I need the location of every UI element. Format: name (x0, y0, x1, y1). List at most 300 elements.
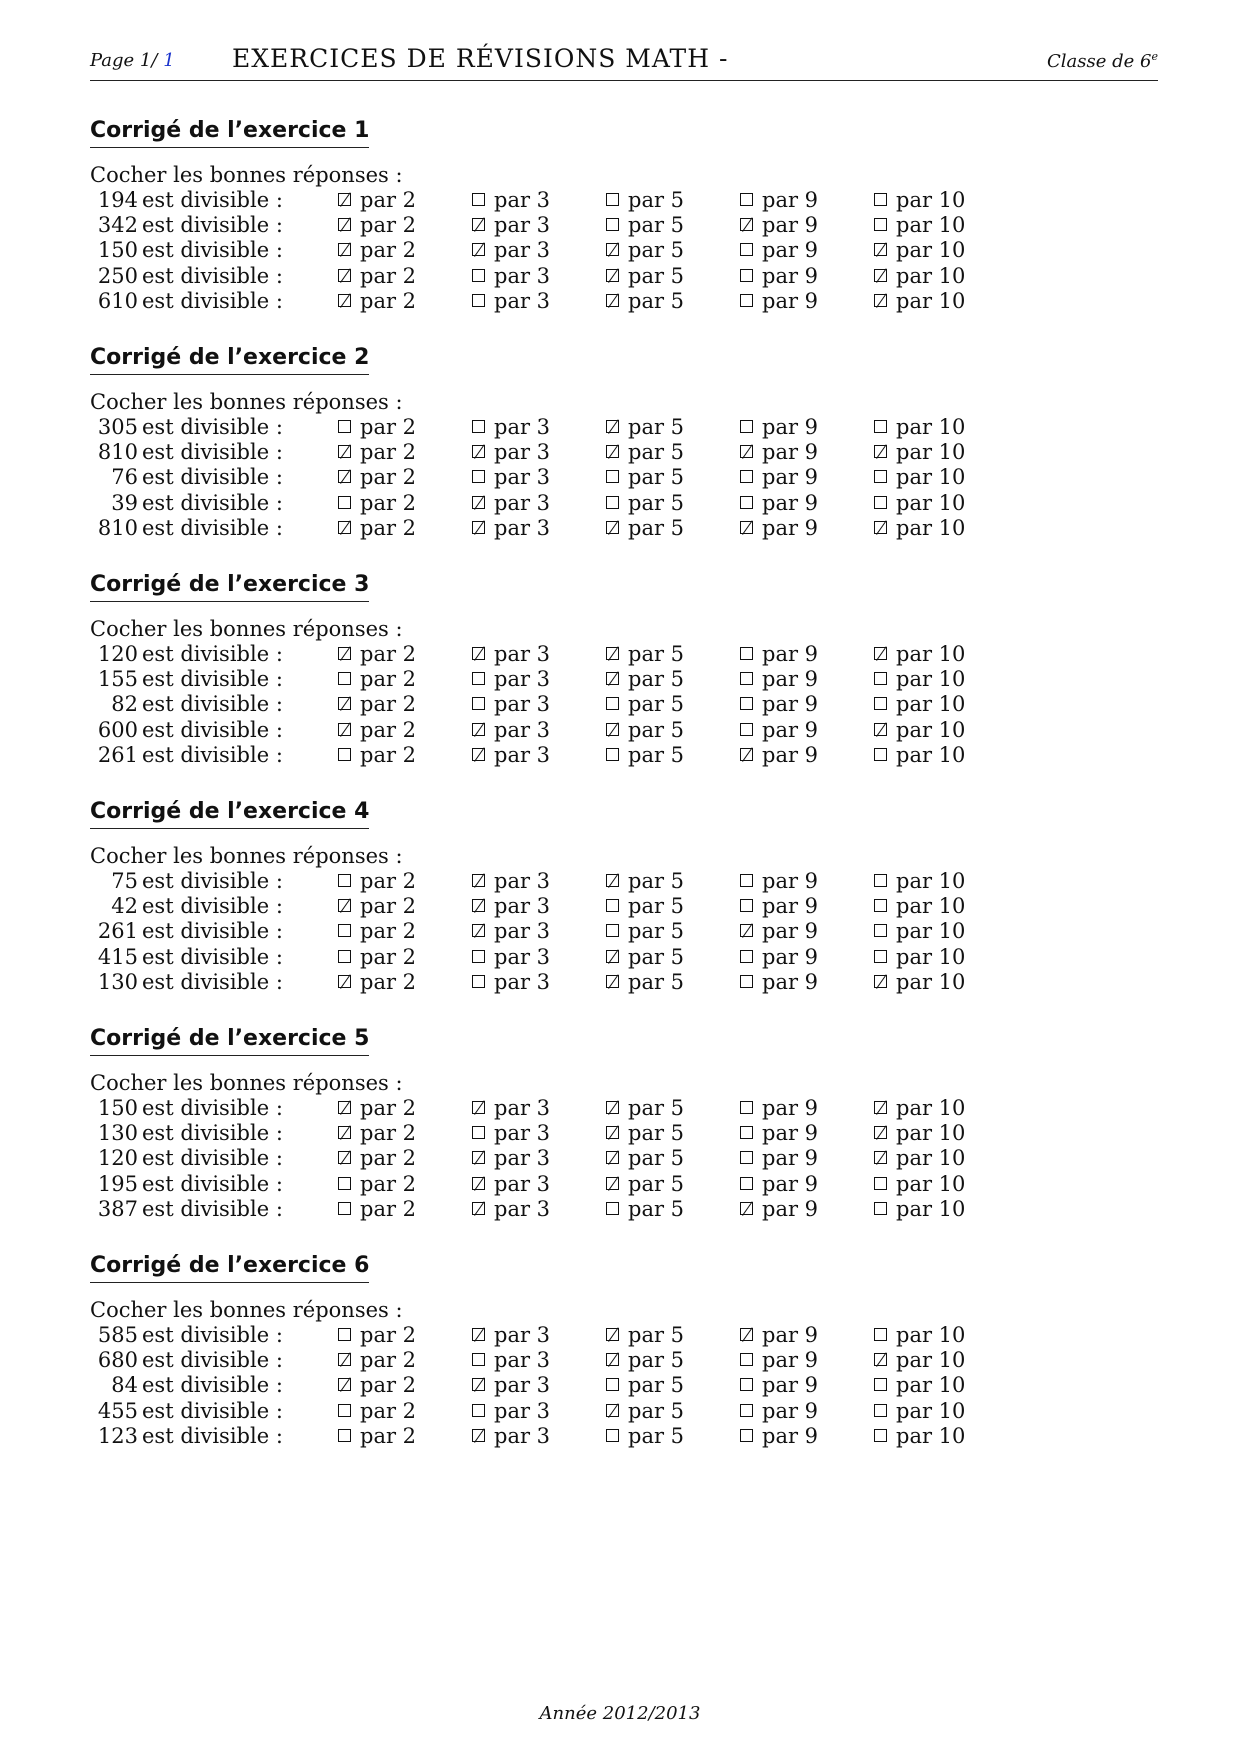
checked-checkbox[interactable] (740, 521, 753, 534)
unchecked-checkbox[interactable] (740, 1378, 753, 1391)
unchecked-checkbox[interactable] (874, 697, 887, 710)
divisibility-option[interactable] (472, 465, 550, 489)
checked-checkbox[interactable] (874, 1151, 887, 1164)
checked-checkbox[interactable] (472, 445, 485, 458)
divisibility-option[interactable] (338, 1348, 416, 1372)
checked-checkbox[interactable] (338, 1353, 351, 1366)
unchecked-checkbox[interactable] (606, 924, 619, 937)
divisibility-option[interactable] (740, 516, 818, 540)
divisibility-option[interactable] (472, 1172, 550, 1196)
divisibility-option[interactable] (740, 743, 818, 767)
checked-checkbox[interactable] (338, 294, 351, 307)
divisibility-option[interactable] (874, 1399, 965, 1423)
divisibility-option[interactable] (606, 642, 684, 666)
divisibility-option[interactable] (606, 188, 684, 212)
unchecked-checkbox[interactable] (874, 950, 887, 963)
checked-checkbox[interactable] (338, 975, 351, 988)
unchecked-checkbox[interactable] (874, 420, 887, 433)
divisibility-option[interactable] (874, 1348, 965, 1372)
unchecked-checkbox[interactable] (472, 975, 485, 988)
checked-checkbox[interactable] (472, 1177, 485, 1190)
checked-checkbox[interactable] (472, 1202, 485, 1215)
checked-checkbox[interactable] (472, 1328, 485, 1341)
divisibility-option[interactable] (338, 289, 416, 313)
divisibility-option[interactable] (338, 869, 416, 893)
divisibility-option[interactable] (874, 1096, 965, 1120)
divisibility-option[interactable] (740, 415, 818, 439)
divisibility-option[interactable] (874, 264, 965, 288)
unchecked-checkbox[interactable] (874, 924, 887, 937)
unchecked-checkbox[interactable] (874, 874, 887, 887)
divisibility-option[interactable] (472, 919, 550, 943)
divisibility-option[interactable] (874, 213, 965, 237)
divisibility-option[interactable] (740, 642, 818, 666)
unchecked-checkbox[interactable] (338, 1404, 351, 1417)
divisibility-option[interactable] (338, 642, 416, 666)
checked-checkbox[interactable] (606, 874, 619, 887)
checked-checkbox[interactable] (606, 1328, 619, 1341)
divisibility-option[interactable] (338, 238, 416, 262)
unchecked-checkbox[interactable] (740, 697, 753, 710)
unchecked-checkbox[interactable] (740, 1126, 753, 1139)
unchecked-checkbox[interactable] (740, 950, 753, 963)
divisibility-option[interactable] (874, 289, 965, 313)
divisibility-option[interactable] (606, 970, 684, 994)
divisibility-option[interactable] (874, 1323, 965, 1347)
divisibility-option[interactable] (740, 1172, 818, 1196)
divisibility-option[interactable] (874, 1424, 965, 1448)
divisibility-option[interactable] (338, 1424, 416, 1448)
divisibility-option[interactable] (338, 970, 416, 994)
checked-checkbox[interactable] (472, 1378, 485, 1391)
unchecked-checkbox[interactable] (740, 975, 753, 988)
checked-checkbox[interactable] (472, 748, 485, 761)
checked-checkbox[interactable] (606, 647, 619, 660)
checked-checkbox[interactable] (606, 723, 619, 736)
unchecked-checkbox[interactable] (740, 899, 753, 912)
divisibility-option[interactable] (338, 440, 416, 464)
checked-checkbox[interactable] (338, 899, 351, 912)
checked-checkbox[interactable] (472, 723, 485, 736)
divisibility-option[interactable] (740, 869, 818, 893)
checked-checkbox[interactable] (338, 647, 351, 660)
checked-checkbox[interactable] (740, 1202, 753, 1215)
divisibility-option[interactable] (606, 743, 684, 767)
checked-checkbox[interactable] (472, 218, 485, 231)
unchecked-checkbox[interactable] (740, 723, 753, 736)
divisibility-option[interactable] (472, 188, 550, 212)
unchecked-checkbox[interactable] (338, 1202, 351, 1215)
unchecked-checkbox[interactable] (606, 218, 619, 231)
divisibility-option[interactable] (740, 465, 818, 489)
divisibility-option[interactable] (874, 1197, 965, 1221)
checked-checkbox[interactable] (472, 243, 485, 256)
checked-checkbox[interactable] (606, 1353, 619, 1366)
divisibility-option[interactable] (472, 642, 550, 666)
divisibility-option[interactable] (338, 1399, 416, 1423)
checked-checkbox[interactable] (338, 1151, 351, 1164)
divisibility-option[interactable] (606, 465, 684, 489)
unchecked-checkbox[interactable] (874, 1404, 887, 1417)
unchecked-checkbox[interactable] (874, 1202, 887, 1215)
divisibility-option[interactable] (740, 213, 818, 237)
divisibility-option[interactable] (606, 919, 684, 943)
divisibility-option[interactable] (606, 718, 684, 742)
checked-checkbox[interactable] (472, 1101, 485, 1114)
divisibility-option[interactable] (338, 516, 416, 540)
divisibility-option[interactable] (740, 1121, 818, 1145)
unchecked-checkbox[interactable] (874, 1328, 887, 1341)
checked-checkbox[interactable] (874, 269, 887, 282)
unchecked-checkbox[interactable] (874, 1177, 887, 1190)
checked-checkbox[interactable] (338, 193, 351, 206)
divisibility-option[interactable] (338, 894, 416, 918)
divisibility-option[interactable] (472, 415, 550, 439)
unchecked-checkbox[interactable] (874, 218, 887, 231)
divisibility-option[interactable] (338, 188, 416, 212)
divisibility-option[interactable] (874, 1121, 965, 1145)
checked-checkbox[interactable] (338, 521, 351, 534)
divisibility-option[interactable] (472, 1096, 550, 1120)
divisibility-option[interactable] (472, 692, 550, 716)
divisibility-option[interactable] (874, 188, 965, 212)
divisibility-option[interactable] (606, 945, 684, 969)
divisibility-option[interactable] (874, 415, 965, 439)
divisibility-option[interactable] (606, 1121, 684, 1145)
checked-checkbox[interactable] (606, 445, 619, 458)
unchecked-checkbox[interactable] (472, 193, 485, 206)
checked-checkbox[interactable] (338, 1126, 351, 1139)
unchecked-checkbox[interactable] (338, 924, 351, 937)
unchecked-checkbox[interactable] (338, 672, 351, 685)
checked-checkbox[interactable] (606, 294, 619, 307)
checked-checkbox[interactable] (338, 723, 351, 736)
checked-checkbox[interactable] (606, 1126, 619, 1139)
unchecked-checkbox[interactable] (338, 496, 351, 509)
divisibility-option[interactable] (472, 516, 550, 540)
divisibility-option[interactable] (874, 718, 965, 742)
checked-checkbox[interactable] (606, 1151, 619, 1164)
divisibility-option[interactable] (740, 238, 818, 262)
divisibility-option[interactable] (472, 667, 550, 691)
unchecked-checkbox[interactable] (740, 420, 753, 433)
divisibility-option[interactable] (338, 1197, 416, 1221)
checked-checkbox[interactable] (606, 420, 619, 433)
divisibility-option[interactable] (606, 1373, 684, 1397)
divisibility-option[interactable] (740, 718, 818, 742)
divisibility-option[interactable] (338, 1121, 416, 1145)
unchecked-checkbox[interactable] (338, 1177, 351, 1190)
checked-checkbox[interactable] (740, 445, 753, 458)
checked-checkbox[interactable] (740, 1328, 753, 1341)
divisibility-option[interactable] (472, 718, 550, 742)
checked-checkbox[interactable] (338, 269, 351, 282)
unchecked-checkbox[interactable] (740, 672, 753, 685)
unchecked-checkbox[interactable] (874, 470, 887, 483)
divisibility-option[interactable] (740, 919, 818, 943)
unchecked-checkbox[interactable] (338, 950, 351, 963)
unchecked-checkbox[interactable] (606, 1429, 619, 1442)
unchecked-checkbox[interactable] (338, 874, 351, 887)
unchecked-checkbox[interactable] (472, 1353, 485, 1366)
divisibility-option[interactable] (606, 869, 684, 893)
unchecked-checkbox[interactable] (874, 672, 887, 685)
divisibility-option[interactable] (472, 1424, 550, 1448)
divisibility-option[interactable] (740, 1348, 818, 1372)
divisibility-option[interactable] (606, 1197, 684, 1221)
divisibility-option[interactable] (472, 869, 550, 893)
divisibility-option[interactable] (606, 1323, 684, 1347)
checked-checkbox[interactable] (472, 496, 485, 509)
divisibility-option[interactable] (874, 1373, 965, 1397)
unchecked-checkbox[interactable] (472, 697, 485, 710)
divisibility-option[interactable] (874, 440, 965, 464)
divisibility-option[interactable] (606, 289, 684, 313)
checked-checkbox[interactable] (338, 445, 351, 458)
divisibility-option[interactable] (740, 289, 818, 313)
divisibility-option[interactable] (874, 869, 965, 893)
checked-checkbox[interactable] (874, 294, 887, 307)
checked-checkbox[interactable] (740, 924, 753, 937)
divisibility-option[interactable] (740, 1424, 818, 1448)
divisibility-option[interactable] (740, 188, 818, 212)
divisibility-option[interactable] (740, 1096, 818, 1120)
divisibility-option[interactable] (338, 945, 416, 969)
checked-checkbox[interactable] (874, 445, 887, 458)
unchecked-checkbox[interactable] (740, 1177, 753, 1190)
unchecked-checkbox[interactable] (472, 420, 485, 433)
unchecked-checkbox[interactable] (740, 193, 753, 206)
checked-checkbox[interactable] (472, 1151, 485, 1164)
divisibility-option[interactable] (338, 692, 416, 716)
divisibility-option[interactable] (740, 894, 818, 918)
divisibility-option[interactable] (606, 692, 684, 716)
divisibility-option[interactable] (874, 491, 965, 515)
unchecked-checkbox[interactable] (606, 193, 619, 206)
unchecked-checkbox[interactable] (740, 243, 753, 256)
unchecked-checkbox[interactable] (606, 1378, 619, 1391)
divisibility-option[interactable] (472, 1146, 550, 1170)
divisibility-option[interactable] (472, 238, 550, 262)
checked-checkbox[interactable] (338, 697, 351, 710)
divisibility-option[interactable] (874, 692, 965, 716)
divisibility-option[interactable] (606, 667, 684, 691)
divisibility-option[interactable] (606, 238, 684, 262)
checked-checkbox[interactable] (472, 1429, 485, 1442)
unchecked-checkbox[interactable] (740, 1353, 753, 1366)
divisibility-option[interactable] (338, 491, 416, 515)
divisibility-option[interactable] (338, 667, 416, 691)
unchecked-checkbox[interactable] (606, 496, 619, 509)
checked-checkbox[interactable] (338, 470, 351, 483)
checked-checkbox[interactable] (472, 647, 485, 660)
divisibility-option[interactable] (874, 642, 965, 666)
divisibility-option[interactable] (606, 516, 684, 540)
divisibility-option[interactable] (874, 919, 965, 943)
unchecked-checkbox[interactable] (338, 1328, 351, 1341)
divisibility-option[interactable] (740, 1373, 818, 1397)
divisibility-option[interactable] (606, 1348, 684, 1372)
checked-checkbox[interactable] (874, 1101, 887, 1114)
divisibility-option[interactable] (472, 491, 550, 515)
divisibility-option[interactable] (338, 1172, 416, 1196)
divisibility-option[interactable] (606, 1172, 684, 1196)
checked-checkbox[interactable] (874, 1353, 887, 1366)
divisibility-option[interactable] (874, 970, 965, 994)
divisibility-option[interactable] (472, 1348, 550, 1372)
unchecked-checkbox[interactable] (874, 193, 887, 206)
divisibility-option[interactable] (606, 415, 684, 439)
divisibility-option[interactable] (472, 440, 550, 464)
unchecked-checkbox[interactable] (338, 420, 351, 433)
divisibility-option[interactable] (740, 945, 818, 969)
divisibility-option[interactable] (740, 692, 818, 716)
divisibility-option[interactable] (472, 1323, 550, 1347)
unchecked-checkbox[interactable] (740, 647, 753, 660)
divisibility-option[interactable] (606, 1424, 684, 1448)
divisibility-option[interactable] (338, 415, 416, 439)
divisibility-option[interactable] (874, 516, 965, 540)
divisibility-option[interactable] (338, 1373, 416, 1397)
divisibility-option[interactable] (606, 1146, 684, 1170)
unchecked-checkbox[interactable] (338, 748, 351, 761)
divisibility-option[interactable] (338, 465, 416, 489)
divisibility-option[interactable] (740, 667, 818, 691)
page-total-link[interactable]: 1 (163, 50, 175, 71)
checked-checkbox[interactable] (338, 1101, 351, 1114)
unchecked-checkbox[interactable] (740, 269, 753, 282)
unchecked-checkbox[interactable] (606, 697, 619, 710)
divisibility-option[interactable] (472, 1373, 550, 1397)
divisibility-option[interactable] (338, 718, 416, 742)
divisibility-option[interactable] (740, 1197, 818, 1221)
checked-checkbox[interactable] (874, 975, 887, 988)
divisibility-option[interactable] (606, 213, 684, 237)
divisibility-option[interactable] (740, 440, 818, 464)
unchecked-checkbox[interactable] (874, 1378, 887, 1391)
divisibility-option[interactable] (338, 743, 416, 767)
divisibility-option[interactable] (606, 1399, 684, 1423)
divisibility-option[interactable] (472, 945, 550, 969)
divisibility-option[interactable] (472, 213, 550, 237)
checked-checkbox[interactable] (472, 924, 485, 937)
divisibility-option[interactable] (472, 970, 550, 994)
checked-checkbox[interactable] (874, 723, 887, 736)
divisibility-option[interactable] (472, 894, 550, 918)
checked-checkbox[interactable] (472, 874, 485, 887)
unchecked-checkbox[interactable] (740, 470, 753, 483)
divisibility-option[interactable] (874, 894, 965, 918)
divisibility-option[interactable] (338, 264, 416, 288)
divisibility-option[interactable] (472, 1399, 550, 1423)
checked-checkbox[interactable] (606, 950, 619, 963)
divisibility-option[interactable] (874, 465, 965, 489)
divisibility-option[interactable] (740, 970, 818, 994)
unchecked-checkbox[interactable] (740, 1404, 753, 1417)
unchecked-checkbox[interactable] (740, 1101, 753, 1114)
unchecked-checkbox[interactable] (472, 294, 485, 307)
unchecked-checkbox[interactable] (606, 470, 619, 483)
checked-checkbox[interactable] (606, 269, 619, 282)
divisibility-option[interactable] (874, 667, 965, 691)
divisibility-option[interactable] (472, 289, 550, 313)
divisibility-option[interactable] (606, 894, 684, 918)
divisibility-option[interactable] (338, 1146, 416, 1170)
checked-checkbox[interactable] (606, 1101, 619, 1114)
divisibility-option[interactable] (338, 1096, 416, 1120)
checked-checkbox[interactable] (338, 218, 351, 231)
checked-checkbox[interactable] (874, 243, 887, 256)
divisibility-option[interactable] (472, 743, 550, 767)
checked-checkbox[interactable] (338, 1378, 351, 1391)
checked-checkbox[interactable] (874, 521, 887, 534)
checked-checkbox[interactable] (874, 1126, 887, 1139)
checked-checkbox[interactable] (338, 243, 351, 256)
divisibility-option[interactable] (606, 264, 684, 288)
checked-checkbox[interactable] (606, 521, 619, 534)
unchecked-checkbox[interactable] (740, 294, 753, 307)
divisibility-option[interactable] (874, 238, 965, 262)
divisibility-option[interactable] (472, 1121, 550, 1145)
unchecked-checkbox[interactable] (606, 1202, 619, 1215)
checked-checkbox[interactable] (874, 647, 887, 660)
divisibility-option[interactable] (740, 1399, 818, 1423)
divisibility-option[interactable] (740, 264, 818, 288)
unchecked-checkbox[interactable] (472, 672, 485, 685)
divisibility-option[interactable] (740, 1323, 818, 1347)
checked-checkbox[interactable] (606, 975, 619, 988)
divisibility-option[interactable] (606, 1096, 684, 1120)
divisibility-option[interactable] (606, 440, 684, 464)
checked-checkbox[interactable] (606, 243, 619, 256)
divisibility-option[interactable] (338, 1323, 416, 1347)
unchecked-checkbox[interactable] (874, 496, 887, 509)
checked-checkbox[interactable] (606, 672, 619, 685)
unchecked-checkbox[interactable] (472, 1126, 485, 1139)
unchecked-checkbox[interactable] (606, 899, 619, 912)
checked-checkbox[interactable] (606, 1177, 619, 1190)
unchecked-checkbox[interactable] (606, 748, 619, 761)
unchecked-checkbox[interactable] (740, 1151, 753, 1164)
checked-checkbox[interactable] (740, 218, 753, 231)
divisibility-option[interactable] (874, 743, 965, 767)
unchecked-checkbox[interactable] (874, 899, 887, 912)
divisibility-option[interactable] (338, 919, 416, 943)
unchecked-checkbox[interactable] (740, 496, 753, 509)
checked-checkbox[interactable] (472, 521, 485, 534)
unchecked-checkbox[interactable] (874, 1429, 887, 1442)
unchecked-checkbox[interactable] (472, 269, 485, 282)
unchecked-checkbox[interactable] (740, 874, 753, 887)
divisibility-option[interactable] (874, 945, 965, 969)
checked-checkbox[interactable] (606, 1404, 619, 1417)
divisibility-option[interactable] (338, 213, 416, 237)
checked-checkbox[interactable] (740, 748, 753, 761)
divisibility-option[interactable] (606, 491, 684, 515)
unchecked-checkbox[interactable] (338, 1429, 351, 1442)
divisibility-option[interactable] (472, 1197, 550, 1221)
divisibility-option[interactable] (740, 1146, 818, 1170)
unchecked-checkbox[interactable] (740, 1429, 753, 1442)
divisibility-option[interactable] (874, 1172, 965, 1196)
checked-checkbox[interactable] (472, 899, 485, 912)
unchecked-checkbox[interactable] (874, 748, 887, 761)
unchecked-checkbox[interactable] (472, 1404, 485, 1417)
divisibility-option[interactable] (472, 264, 550, 288)
unchecked-checkbox[interactable] (472, 470, 485, 483)
divisibility-option[interactable] (874, 1146, 965, 1170)
unchecked-checkbox[interactable] (472, 950, 485, 963)
